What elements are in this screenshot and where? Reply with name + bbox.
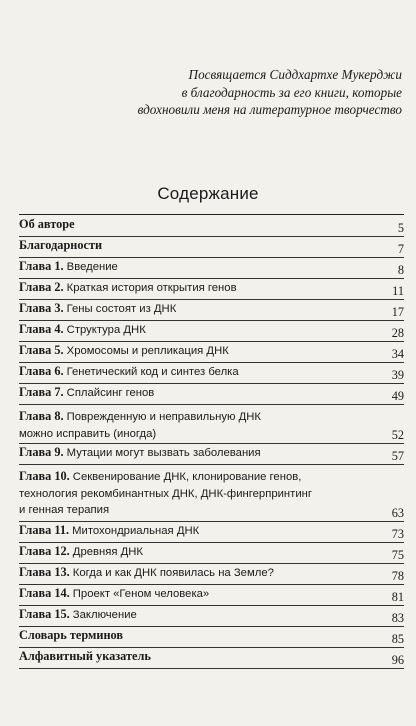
toc-entry-page: 8 bbox=[397, 262, 404, 277]
toc-entry-page: 85 bbox=[391, 631, 404, 646]
toc-entry[interactable] bbox=[19, 523, 404, 543]
toc-entry-line bbox=[19, 445, 404, 462]
toc-entry-page: 11 bbox=[392, 283, 404, 298]
toc-entry-title: Генетический код и синтез белка bbox=[66, 366, 239, 378]
toc-entry-page: 7 bbox=[397, 241, 404, 256]
toc-entry-line bbox=[19, 426, 404, 443]
toc-entry-line bbox=[19, 469, 404, 486]
toc-entry-label: Глава 1. bbox=[19, 259, 64, 273]
toc-entry[interactable] bbox=[19, 649, 404, 669]
toc-entry-label: Глава 12. bbox=[19, 544, 70, 558]
toc-entry-label: Алфавитный указатель bbox=[19, 649, 151, 663]
toc-entry[interactable] bbox=[19, 259, 404, 279]
toc-entry-page: 49 bbox=[391, 388, 404, 403]
toc-entry-title: Структура ДНК bbox=[66, 324, 146, 336]
toc-entry-label: Глава 8. bbox=[19, 409, 64, 423]
toc-entry-page: 63 bbox=[391, 505, 404, 520]
toc-entry-label: Глава 4. bbox=[19, 322, 64, 336]
toc-entry-line bbox=[19, 586, 404, 603]
toc-entry-page: 5 bbox=[397, 220, 404, 235]
toc-entry-page: 39 bbox=[391, 367, 404, 382]
toc-entry-title: Сплайсинг генов bbox=[66, 387, 155, 399]
toc-entry-label: Глава 7. bbox=[19, 385, 64, 399]
toc-entry-title: Гены состоят из ДНК bbox=[66, 303, 177, 315]
toc-entry-label: Глава 6. bbox=[19, 364, 64, 378]
toc-entry-label: Об авторе bbox=[19, 217, 75, 231]
toc-entry-title: Когда и как ДНК появилась на Земле? bbox=[72, 567, 274, 579]
toc-entry-page: 81 bbox=[391, 589, 404, 604]
toc-entry[interactable] bbox=[19, 445, 404, 465]
toc-entry[interactable] bbox=[19, 364, 404, 384]
toc-entry-line bbox=[19, 259, 404, 276]
toc-entry-line bbox=[19, 502, 404, 519]
toc-entry-title: Хромосомы и репликация ДНК bbox=[66, 345, 229, 357]
toc-entry-line bbox=[19, 544, 404, 561]
toc-entry-label: Глава 9. bbox=[19, 445, 64, 459]
toc-entry-page: 52 bbox=[391, 427, 404, 442]
toc-entry-title: можно исправить (иногда) bbox=[19, 427, 157, 440]
toc-entry-line bbox=[19, 385, 404, 402]
toc-entry[interactable] bbox=[19, 217, 404, 237]
toc-entry-line bbox=[19, 280, 404, 297]
toc-entry-line bbox=[19, 322, 404, 339]
toc-entry-title: Поврежденную и неправильную ДНК bbox=[66, 411, 261, 423]
toc-entry-line bbox=[19, 607, 404, 624]
toc-entry-label: Благодарности bbox=[19, 238, 103, 252]
toc-entry-label: Глава 14. bbox=[19, 586, 70, 600]
toc-entry-line bbox=[19, 409, 404, 426]
toc-entry-label: Глава 15. bbox=[19, 607, 70, 621]
toc-entry-page: 34 bbox=[391, 346, 404, 361]
toc-entry[interactable] bbox=[19, 565, 404, 585]
toc-entry-page: 57 bbox=[391, 448, 404, 463]
toc-entry-title: технология рекомбинантных ДНК, ДНК-фингерпринтинг bbox=[19, 487, 313, 500]
toc-entry-line bbox=[19, 364, 404, 381]
toc-entry[interactable] bbox=[19, 385, 404, 405]
toc-entry[interactable] bbox=[19, 301, 404, 321]
toc-entry[interactable] bbox=[19, 607, 404, 627]
toc-entry-title: Митохондриальная ДНК bbox=[72, 525, 200, 537]
dedication-line: Посвящается Сиддхартхе Мукерджи bbox=[188, 67, 402, 82]
toc-entry-label: Глава 10. bbox=[19, 469, 70, 483]
toc-entry-line bbox=[19, 486, 404, 503]
toc-entry-line bbox=[19, 217, 404, 233]
toc-entry[interactable] bbox=[19, 409, 404, 444]
toc-entry-label: Глава 2. bbox=[19, 280, 64, 294]
toc-entry-title: Проект «Геном человека» bbox=[72, 588, 210, 600]
toc-entry-title: Краткая история открытия генов bbox=[66, 282, 237, 294]
toc-entry-page: 73 bbox=[391, 526, 404, 541]
toc-entry[interactable] bbox=[19, 322, 404, 342]
toc-entry-line bbox=[19, 523, 404, 540]
toc-entry[interactable] bbox=[19, 238, 404, 258]
toc-entry-line bbox=[19, 628, 404, 644]
toc-entry-page: 75 bbox=[391, 547, 404, 562]
toc-entry-line bbox=[19, 343, 404, 360]
toc-entry-title: Мутации могут вызвать заболевания bbox=[66, 447, 261, 459]
toc-entry[interactable] bbox=[19, 544, 404, 564]
dedication-line: в благодарность за его книги, которые bbox=[181, 84, 402, 100]
toc-entry-label: Словарь терминов bbox=[19, 628, 124, 642]
toc-entry-title: Древняя ДНК bbox=[72, 546, 144, 558]
toc-entry-line bbox=[19, 649, 404, 665]
dedication bbox=[42, 66, 402, 119]
toc-entry-line bbox=[19, 565, 404, 582]
toc-entry-label: Глава 11. bbox=[19, 523, 70, 537]
table-of-contents bbox=[19, 214, 404, 667]
toc-entry[interactable] bbox=[19, 343, 404, 363]
toc-entry-title: Заключение bbox=[72, 609, 137, 621]
toc-entry-title: Введение bbox=[66, 261, 118, 273]
toc-entry[interactable] bbox=[19, 628, 404, 648]
toc-entry-page: 78 bbox=[391, 568, 404, 583]
toc-entry-title: и генная терапия bbox=[19, 504, 110, 516]
toc-entry[interactable] bbox=[19, 469, 404, 522]
toc-entry-page: 28 bbox=[391, 325, 404, 340]
toc-entry-title: Секвенирование ДНК, клонирование генов, bbox=[72, 471, 302, 483]
toc-entry-page: 17 bbox=[391, 304, 404, 319]
toc-entry-line bbox=[19, 301, 404, 318]
toc-entry-label: Глава 5. bbox=[19, 343, 64, 357]
toc-entry-page: 96 bbox=[391, 652, 404, 667]
toc-entry-line bbox=[19, 238, 404, 254]
dedication-line: вдохновили меня на литературное творчество bbox=[137, 102, 402, 117]
toc-entry[interactable] bbox=[19, 586, 404, 606]
toc-entry-label: Глава 3. bbox=[19, 301, 64, 315]
toc-entry[interactable] bbox=[19, 280, 404, 300]
toc-entry-page: 83 bbox=[391, 610, 404, 625]
toc-entry-label: Глава 13. bbox=[19, 565, 70, 579]
page-title: Содержание bbox=[157, 184, 259, 203]
